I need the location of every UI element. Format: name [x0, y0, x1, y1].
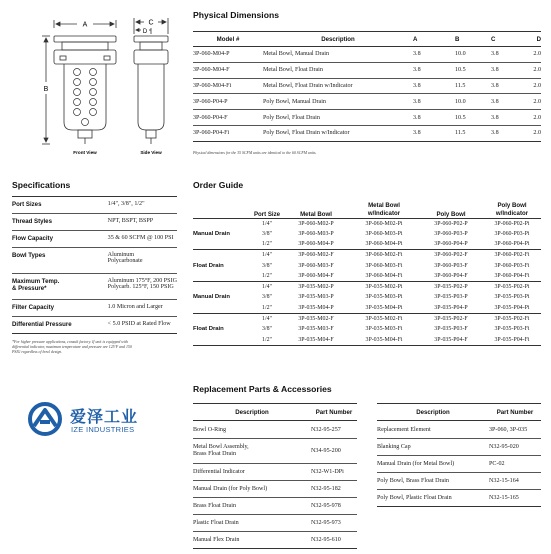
dim-b-label: B	[43, 86, 49, 93]
order-row: 1/2" 3P-060-M04-P 3P-060-M04-Pi 3P-060-P04-P 3P-060-P04-Pi	[262, 241, 530, 248]
product-diagram	[20, 14, 190, 164]
specifications-title: Specifications	[12, 180, 71, 190]
table-row: Differential Indicator N32-W1-DPi	[193, 464, 357, 481]
col-description: Description	[321, 35, 355, 43]
col-model: Model #	[216, 35, 240, 43]
table-row: 3P-060-M04-F Metal Bowl, Float Drain 3.8 10.5 3.8 2.0	[193, 62, 541, 78]
col-port-size: Port Size	[253, 210, 281, 218]
replacement-table-left	[193, 403, 357, 549]
physical-dimensions-table	[193, 31, 541, 142]
specifications-table	[12, 196, 177, 334]
dim-a-label: A	[82, 21, 88, 29]
spec-row: Differential Pressure < 5.0 PSID at Rated Flow	[12, 317, 177, 334]
table-row: 3P-060-P04-F Poly Bowl, Float Drain 3.8 10.5 3.8 2.0	[193, 110, 541, 126]
table-row: Bowl O-Ring N32-95-257	[193, 421, 357, 439]
table-row: Plastic Float Drain N32-95-973	[193, 515, 357, 532]
order-row: 1/4" 3P-060-M02-P 3P-060-M02-Pi 3P-060-P02-P 3P-060-P02-Pi	[193, 218, 541, 229]
order-row: Manual Drain 3/8" 3P-060-M03-P 3P-060-M03-Pi 3P-060-P03-P 3P-060-P03-Pi	[193, 229, 541, 240]
drain-type-label: Manual Drain	[193, 230, 230, 237]
table-row: Brass Float Drain N32-95-978	[193, 498, 357, 515]
order-row: 1/4" 3P-035-M02-F 3P-035-M02-Fi 3P-035-P02-F 3P-035-P02-Fi	[193, 313, 541, 324]
table-row: 3P-060-P04-P Poly Bowl, Manual Drain 3.8 10.0 3.8 2.0	[193, 94, 541, 110]
spec-row: Maximum Temp. & Pressure* Aluminum 175°F, 200 PSIG Polycarb. 125°F, 150 PSIG	[12, 274, 177, 300]
order-row: Float Drain 3/8" 3P-060-M03-F 3P-060-M03-Fi 3P-060-P03-F 3P-060-P03-Fi	[193, 260, 541, 271]
order-row: 1/4" 3P-035-M02-P 3P-035-M02-Pi 3P-035-P02-P 3P-035-P02-Pi	[193, 282, 541, 293]
table-row: Poly Bowl, Plastic Float Drain N32-15-165	[377, 490, 541, 507]
table-row: Manual Drain (for Metal Bowl) PC-02	[377, 456, 541, 473]
col-poly-bowl: Poly Bowl	[436, 210, 466, 218]
logo-mark-icon	[28, 402, 66, 436]
dim-d-label: D	[142, 29, 148, 35]
table-row: Replacement Element 3P-060, 3P-035	[377, 421, 541, 439]
col-a: A	[413, 35, 418, 43]
order-row: 1/2" 3P-060-M04-F 3P-060-M04-Fi 3P-060-P04-F 3P-060-P04-Fi	[262, 273, 530, 280]
dim-c-label: C	[148, 19, 154, 27]
order-guide-title: Order Guide	[193, 180, 244, 190]
spec-row: Port Sizes 1/4", 3/8", 1/2"	[12, 197, 177, 214]
drain-type-label: Float Drain	[193, 262, 224, 269]
spec-row: Filter Capacity 1.0 Micron and Larger	[12, 300, 177, 317]
drain-type-label: Float Drain	[193, 326, 224, 333]
col-metal-indicator: Metal Bowl w/Indicator	[367, 202, 401, 217]
col-part-number: Part Number	[315, 408, 353, 416]
drain-type-label: Manual Drain	[193, 294, 230, 301]
order-row: 1/2" 3P-035-M04-F 3P-035-M04-Fi 3P-035-P04-F 3P-035-P04-Fi	[193, 335, 541, 346]
table-row: 3P-060-M04-P Metal Bowl, Manual Drain 3.8 10.0 3.8 2.0	[193, 47, 541, 63]
logo-english-text: IZE INDUSTRIES	[71, 425, 135, 434]
col-part-number: Part Number	[496, 408, 534, 416]
col-c: C	[491, 35, 496, 43]
table-row: Manual Drain (for Poly Bowl) N32-95-182	[193, 481, 357, 498]
order-row: 1/4" 3P-060-M02-F 3P-060-M02-Fi 3P-060-P02-F 3P-060-P02-Fi	[193, 250, 541, 261]
table-row: Blanking Cap N32-95-020	[377, 439, 541, 456]
col-b: B	[455, 35, 460, 43]
front-view-label: Front View	[73, 150, 97, 155]
table-row: Metal Bowl Assembly, Brass Float Drain N34-95-200	[193, 439, 357, 464]
col-metal-bowl: Metal Bowl	[300, 210, 332, 218]
order-row: 1/2" 3P-035-M04-P 3P-035-M04-Pi 3P-035-P04-P 3P-035-P04-Pi	[262, 304, 530, 311]
physical-note: Physical dimensions for the 35 SCFM units are identical to the 60 SCFM units.	[193, 151, 317, 155]
replacement-title: Replacement Parts & Accessories	[193, 384, 332, 394]
replacement-table-right	[377, 403, 541, 507]
spec-row: Flow Capacity 35 & 60 SCFM @ 100 PSI	[12, 231, 177, 248]
physical-dimensions-title: Physical Dimensions	[193, 10, 279, 20]
order-row: Float Drain 3/8" 3P-035-M03-F 3P-035-M03-Fi 3P-035-P03-F 3P-035-P03-Fi	[193, 324, 541, 335]
table-row: 3P-060-M04-Fi Metal Bowl, Float Drain w/Indicator 3.8 11.5 3.8 2.0	[193, 78, 541, 94]
order-row: Manual Drain 3/8" 3P-035-M03-P 3P-035-M03-Pi 3P-035-P03-P 3P-035-P03-Pi	[193, 292, 541, 303]
col-d: D	[536, 35, 541, 43]
col-poly-indicator: Poly Bowl w/Indicator	[495, 202, 529, 217]
table-row: Manual Flex Drain N32-95-610	[193, 532, 357, 549]
col-description: Description	[416, 408, 450, 416]
spec-row: Bowl Types Aluminum Polycarbonate	[12, 248, 177, 274]
spec-row: Thread Styles NPT, BSPT, BSPP	[12, 214, 177, 231]
order-guide-table	[193, 196, 541, 346]
col-description: Description	[235, 408, 269, 416]
specifications-note: *For higher pressure applications, consult factory. If unit is equipped with differential indicator, maximum temperature and pressure are 125ºF and 150 PSIG regardless of bowl design.	[12, 340, 132, 355]
table-row: Poly Bowl, Brass Float Drain N32-15-164	[377, 473, 541, 490]
logo-chinese-text: 爱泽工业	[70, 407, 139, 426]
side-view-label: Side View	[140, 150, 162, 155]
table-row: 3P-060-P04-Fi Poly Bowl, Float Drain w/Indicator 3.8 11.5 3.8 2.0	[193, 125, 541, 141]
company-logo	[28, 402, 178, 438]
